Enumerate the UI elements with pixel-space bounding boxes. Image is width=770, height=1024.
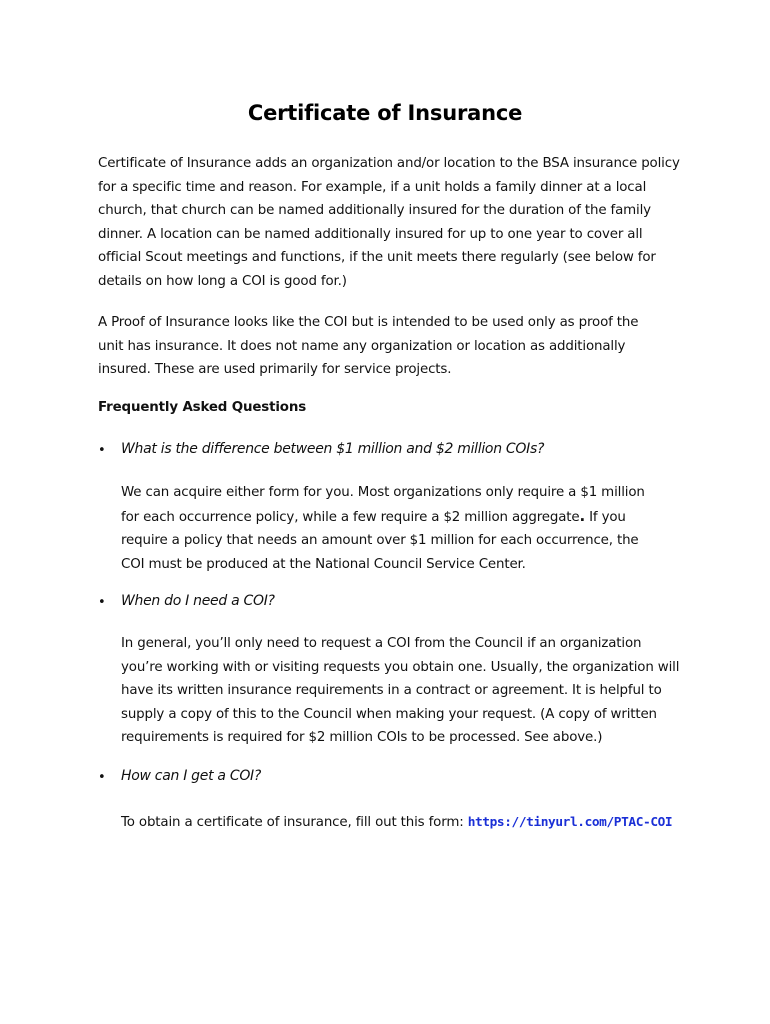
answer-line: We can acquire either form for you. Most organizations only require a $1 million [121,485,645,500]
intro-line: details on how long a COI is good for.) [98,273,347,289]
intro-line: official Scout meetings and functions, if the unit meets there regularly (see below for [98,250,656,266]
answer-line: have its written insurance requirements in a contract or agreement. It is helpful to [121,683,662,699]
answer-line: you’re working with or visiting requests you obtain one. Usually, the organization will [121,659,680,675]
answer-line [121,811,672,835]
proof-paragraph [98,311,638,382]
intro-paragraph [98,152,680,294]
answer-line: supply a copy of this to the Council when making your request. (A copy of written [121,706,657,722]
faq-question: What is the difference between $1 million and $2 million COIs? [121,441,545,457]
faq-heading: Frequently Asked Questions [98,400,307,415]
faq-answer [121,811,672,835]
intro-line: Certificate of Insurance adds an organization and/or location to the BSA insurance policy [98,156,680,171]
answer-line-period: . [579,506,586,525]
faq-answer [121,481,645,576]
faq-question: How can I get a COI? [121,768,261,784]
answer-line-tail: If you [585,509,626,525]
proof-line: insured. These are used primarily for service projects. [98,362,452,378]
answer-line: requirements is required for $2 million COIs to be processed. See above.) [121,730,603,746]
intro-line: dinner. A location can be named additionally insured for up to one year to cover all [98,226,643,242]
coi-form-link[interactable]: https://tinyurl.com/PTAC-COI [467,815,673,830]
intro-line: for a specific time and reason. For example, if a unit holds a family dinner at a local [98,179,647,195]
bullet-icon: • [98,770,106,785]
proof-line: A Proof of Insurance looks like the COI but is intended to be used only as proof the [98,315,639,330]
faq-question: When do I need a COI? [121,593,275,609]
answer-line [121,505,645,530]
bullet-icon: • [98,443,106,458]
answer-line: COI must be produced at the National Council Service Center. [121,556,526,572]
proof-line: unit has insurance. It does not name any organization or location as additionally [98,338,626,354]
page-title: Certificate of Insurance [247,101,523,125]
answer-line: In general, you’ll only need to request a COI from the Council if an organization [121,636,642,651]
answer-text: To obtain a certificate of insurance, fill out this form: [121,815,468,830]
intro-line: church, that church can be named additionally insured for the duration of the family [98,203,651,219]
bullet-icon: • [98,595,106,610]
answer-line-text: for each occurrence policy, while a few require a $2 million aggregate [121,509,580,525]
answer-line: require a policy that needs an amount over $1 million for each occurrence, the [121,533,639,549]
faq-answer [121,632,679,750]
